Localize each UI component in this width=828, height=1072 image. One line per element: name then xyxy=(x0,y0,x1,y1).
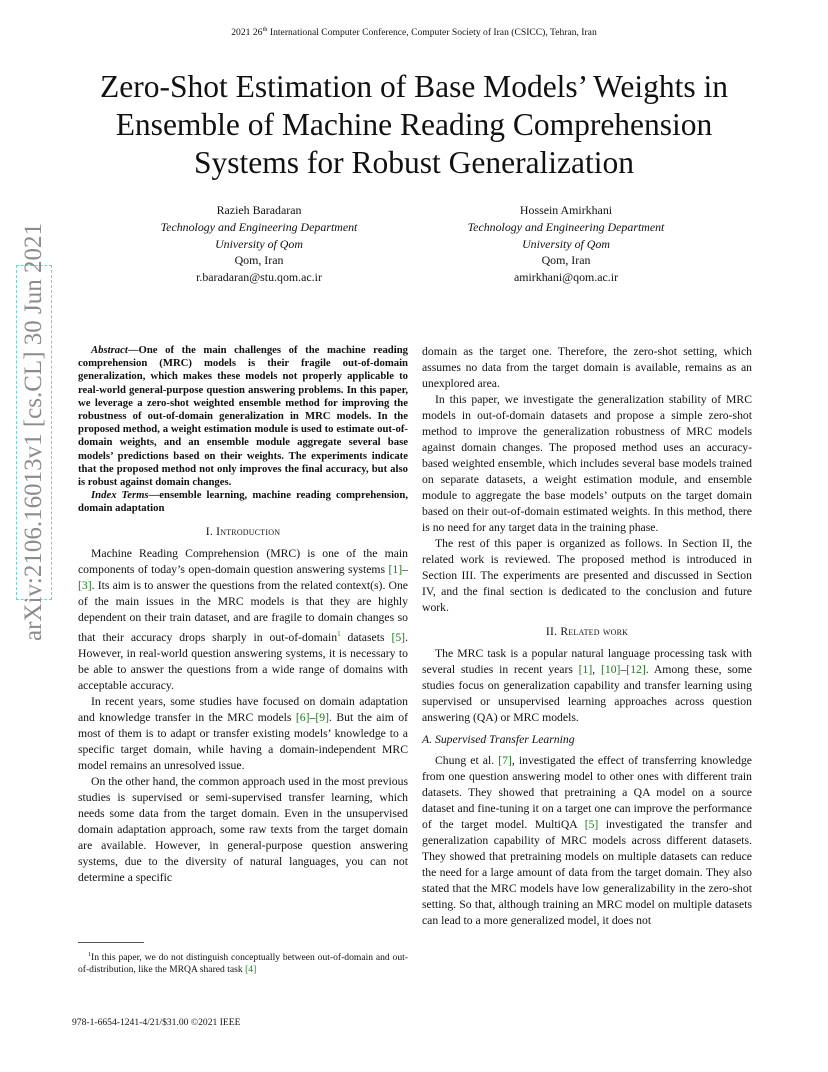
author-block-2 xyxy=(431,202,701,286)
conference-ordinal: th xyxy=(262,26,268,33)
arxiv-identifier[interactable]: arXiv:2106.16013v1 [cs.CL] 30 Jun 2021 xyxy=(20,222,47,642)
citation-link[interactable]: [1] xyxy=(578,663,593,676)
abstract-text: —One of the main challenges of the machine reading comprehension (MRC) models is their fragile out-of-domain generalization, which makes these models not properly applicable to real-world general-purpose question answering problems. In this paper, we leverage a zero-shot weighted ensemble method for improving the robustness of out-of-domain generalization in MRC models. In the proposed method, a weight estimation module is used to estimate out-of-domain weights, and an ensemble module aggregate several base models’ predictions based on their weights. The experiments indicate that the proposed method not only improves the final accuracy, but also is robust against domain changes. xyxy=(78,344,408,489)
author-email[interactable]: r.baradaran@stu.qom.ac.ir xyxy=(196,270,322,285)
right-column xyxy=(422,344,752,929)
subsection-heading-supervised: A. Supervised Transfer Learning xyxy=(422,733,575,746)
index-terms-label: Index Terms xyxy=(91,489,149,502)
intro-paragraph-4: In this paper, we investigate the generalization stability of MRC models in out-of-domain datasets and propose a simple zero-shot method to improve the generalization robustness of MRC models against domain changes. The proposed method uses an accuracy-based weighted ensemble, which includes several base models trained on separate datasets, a weight estimation module, and ensemble module to aggregate the base models’ outputs on the target domain based on their out-of-domain estimated weights. In this method, there is no need for any target data in the training phase. xyxy=(422,393,752,534)
citation-link[interactable]: [12] xyxy=(626,663,646,676)
citation-link[interactable]: [6] xyxy=(295,710,310,724)
author-university: University of Qom xyxy=(215,236,303,251)
intro-paragraph-3-continued: domain as the target one. Therefore, the zero-shot setting, which assumes no data from the target domain is available, remains as an unexplored area. xyxy=(422,345,752,390)
citation-link[interactable]: [1] xyxy=(388,562,403,576)
intro-paragraph-5: The rest of this paper is organized as follows. In Section II, the related work is reviewed. The proposed method is introduced in Section III. The experiments are presented and discussed in Section IV, and the final section is dedicated to the conclusion and future work. xyxy=(422,537,752,614)
abstract xyxy=(78,344,408,489)
section-heading-introduction: I. Introduction xyxy=(205,524,281,538)
author-block-1 xyxy=(124,202,394,286)
citation-link[interactable]: [10] xyxy=(600,663,621,676)
supervised-paragraph-1: Chung et al. [7], investigated the effect of transferring knowledge from one question answering model to other ones with different train datasets. They showed that pretraining a QA model on a source dataset and fine-tuning it on a target one can improve the performance of the target model. MultiQA [5] investigated the transfer and generalization capability of MRC models across different datasets. They showed that pretraining models on multiple datasets can reduce the need for a large amount of data from the target domain. They also stated that the MRC models have low generalizability in the zero-shot setting. So that, although training an MRC model on multiple datasets can lead to a more generalized model, it does not xyxy=(422,754,752,927)
author-city: Qom, Iran xyxy=(234,253,284,268)
citation-link[interactable]: [9] xyxy=(315,710,329,724)
citation-link[interactable]: [5] xyxy=(584,818,599,831)
left-column xyxy=(78,344,408,886)
paper-title: Zero-Shot Estimation of Base Models’ Weights in Ensemble of Machine Reading Comprehension Systems for Robust Generalization xyxy=(100,69,728,180)
intro-paragraph-2: In recent years, some studies have focused on domain adaptation and knowledge transfer in the MRC models [6]–[9]. But the aim of most of them is to adapt or transfer existing models’ knowledge to a specific target domain, while having a domain-independent MRC model remains an unresolved issue. xyxy=(78,694,408,772)
footnote-mark[interactable]: 1 xyxy=(337,629,341,638)
footnote xyxy=(78,949,408,976)
footnote-number: 1 xyxy=(88,952,91,958)
conference-year: 2021 26 xyxy=(231,27,263,38)
copyright-footer: 978-1-6654-1241-4/21/$31.00 ©2021 IEEE xyxy=(72,1017,241,1028)
author-name: Razieh Baradaran xyxy=(216,203,302,217)
intro-paragraph-3: On the other hand, the common approach used in the most previous studies is supervised or semi-supervised transfer learning, which needs some data from the target domain. Even in the unsupervised domain adaptation approach, some raw texts from the target domain are available. However, in general-purpose question answering systems, due to the diversity of natural languages, you can not determine a specific xyxy=(78,774,408,884)
conference-name: International Computer Conference, Computer Society of Iran (CSICC), Tehran, Iran xyxy=(267,27,597,38)
author-department: Technology and Engineering Department xyxy=(160,219,358,234)
author-email[interactable]: amirkhani@qom.ac.ir xyxy=(513,270,619,285)
conference-header xyxy=(0,24,828,39)
author-university: University of Qom xyxy=(522,236,610,251)
index-terms-text: —ensemble learning, machine reading comprehension, domain adaptation xyxy=(78,489,408,515)
footnote-text: In this paper, we do not distinguish conceptually between out-of-domain and out-of-distribution, like the MRQA shared task xyxy=(78,952,408,975)
abstract-label: Abstract xyxy=(91,344,128,356)
index-terms xyxy=(78,489,408,515)
citation-link[interactable]: [7] xyxy=(498,754,512,767)
author-department: Technology and Engineering Department xyxy=(467,219,665,234)
citation-link[interactable]: [3] xyxy=(78,578,92,592)
citation-link[interactable]: [5] xyxy=(391,630,406,644)
citation-link[interactable]: [4] xyxy=(245,964,257,975)
intro-paragraph-1: Machine Reading Comprehension (MRC) is one of the main components of today’s open-domain question answering systems [1]–[3]. Its aim is to answer the questions from the related context(s). One of the main issues in the MRC models is that they are highly dependent on their train dataset, and are fragile to domain changes so that their accuracy drops sharply in out-of-domain$^1$ datasets [5]. However, in real-world question answering systems, it is necessary to be able to answer the questions from a wide range of domains with acceptable accuracy. xyxy=(78,546,408,692)
footnote-rule xyxy=(78,942,144,943)
author-name: Hossein Amirkhani xyxy=(519,203,613,217)
author-city: Qom, Iran xyxy=(541,253,591,268)
section-heading-related-work: II. Related work xyxy=(545,625,629,638)
related-paragraph-1: The MRC task is a popular natural language processing task with several studies in recent years [1], [10]–[12]. Among these, some studies focus on generalization capability and transfer learning using supervised or unsupervised learning approaches across question answering (QA) or MRC models. xyxy=(422,647,752,724)
